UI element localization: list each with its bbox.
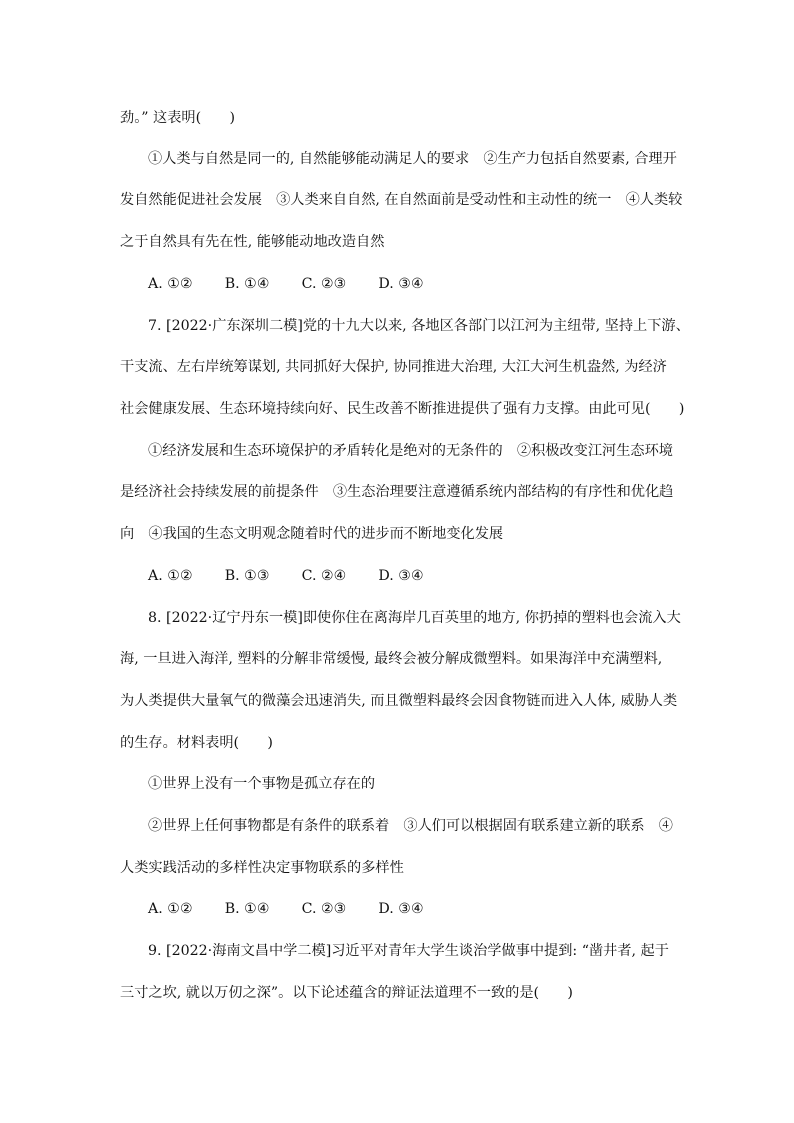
q7-statement-line-2: 是经济社会持续发展的前提条件 ③生态治理要注意遵循系统内部结构的有序性和优化趋 (120, 484, 674, 500)
q6-statement-line-2: 发自然能促进社会发展 ③人类来自自然, 在自然面前是受动性和主动性的统一 ④人类较 (120, 192, 683, 208)
q6-stem-end: 劲。” 这表明( ) (120, 110, 236, 126)
q8-stem-line-3: 为人类提供大量氧气的微藻会迅速消失, 而且微塑料最终会因食物链而进入人体, 威胁人类 (120, 693, 678, 709)
q7-stem-line-2: 干支流、左右岸统筹谋划, 共同抓好大保护, 协同推进大治理, 大江大河生机盎然, 为经济 (120, 359, 667, 375)
q8-option-a[interactable]: A. ①② (148, 901, 193, 917)
q6-options (148, 274, 680, 294)
q7-options (148, 566, 680, 586)
q7-stem-line-3: 社会健康发展、生态环境持续向好、民生改善不断推进提供了强有力支撑。由此可见( ) (120, 401, 685, 417)
q8-statement-line-1: ①世界上没有一个事物是孤立存在的 (148, 776, 376, 792)
q8-stem-line-1: 8. [2022·辽宁丹东一模]即使你住在离海岸几百英里的地方, 你扔掉的塑料也会流入大 (148, 610, 681, 626)
q8-option-b[interactable]: B. ①④ (224, 901, 270, 917)
q7-option-c[interactable]: C. ②④ (301, 568, 347, 584)
q8-statement-line-2: ②世界上任何事物都是有条件的联系着 ③人们可以根据固有联系建立新的联系 ④ (148, 818, 673, 834)
q7-option-d[interactable]: D. ③④ (378, 568, 424, 584)
q8-statement-line-3: 人类实践活动的多样性决定事物联系的多样性 (120, 860, 404, 876)
q6-statement-line-1: ①人类与自然是同一的, 自然能够能动满足人的要求 ②生产力包括自然要素, 合理开 (148, 151, 677, 167)
q7-statement-line-1: ①经济发展和生态环境保护的矛盾转化是绝对的无条件的 ②积极改变江河生态环境 (148, 443, 673, 459)
q8-option-d[interactable]: D. ③④ (378, 901, 424, 917)
q6-option-b[interactable]: B. ①④ (224, 276, 270, 292)
q6-statement-line-3: 之于自然具有先在性, 能够能动地改造自然 (120, 234, 385, 250)
q7-statement-line-3: 向 ④我国的生态文明观念随着时代的进步而不断地变化发展 (120, 526, 504, 542)
q6-option-a[interactable]: A. ①② (148, 276, 193, 292)
q9-stem-line-1: 9. [2022·海南文昌中学二模]习近平对青年大学生谈治学做事中提到: “凿井者, 起于 (148, 943, 669, 959)
q7-option-a[interactable]: A. ①② (148, 568, 193, 584)
q7-option-b[interactable]: B. ①③ (224, 568, 270, 584)
q9-stem-line-2: 三寸之坎, 就以万仞之深”。以下论述蕴含的辩证法道理不一致的是( ) (120, 985, 573, 1001)
q8-stem-line-2: 海, 一旦进入海洋, 塑料的分解非常缓慢, 最终会被分解成微塑料。如果海洋中充满塑料, (120, 651, 663, 667)
q8-stem-line-4: 的生存。材料表明( ) (120, 735, 273, 751)
q6-option-d[interactable]: D. ③④ (378, 276, 424, 292)
q8-option-c[interactable]: C. ②③ (301, 901, 347, 917)
q6-option-c[interactable]: C. ②③ (301, 276, 347, 292)
q7-stem-line-1: 7. [2022·广东深圳二模]党的十九大以来, 各地区各部门以江河为主纽带, 坚持上下游、 (148, 318, 690, 334)
q8-options (148, 899, 680, 919)
